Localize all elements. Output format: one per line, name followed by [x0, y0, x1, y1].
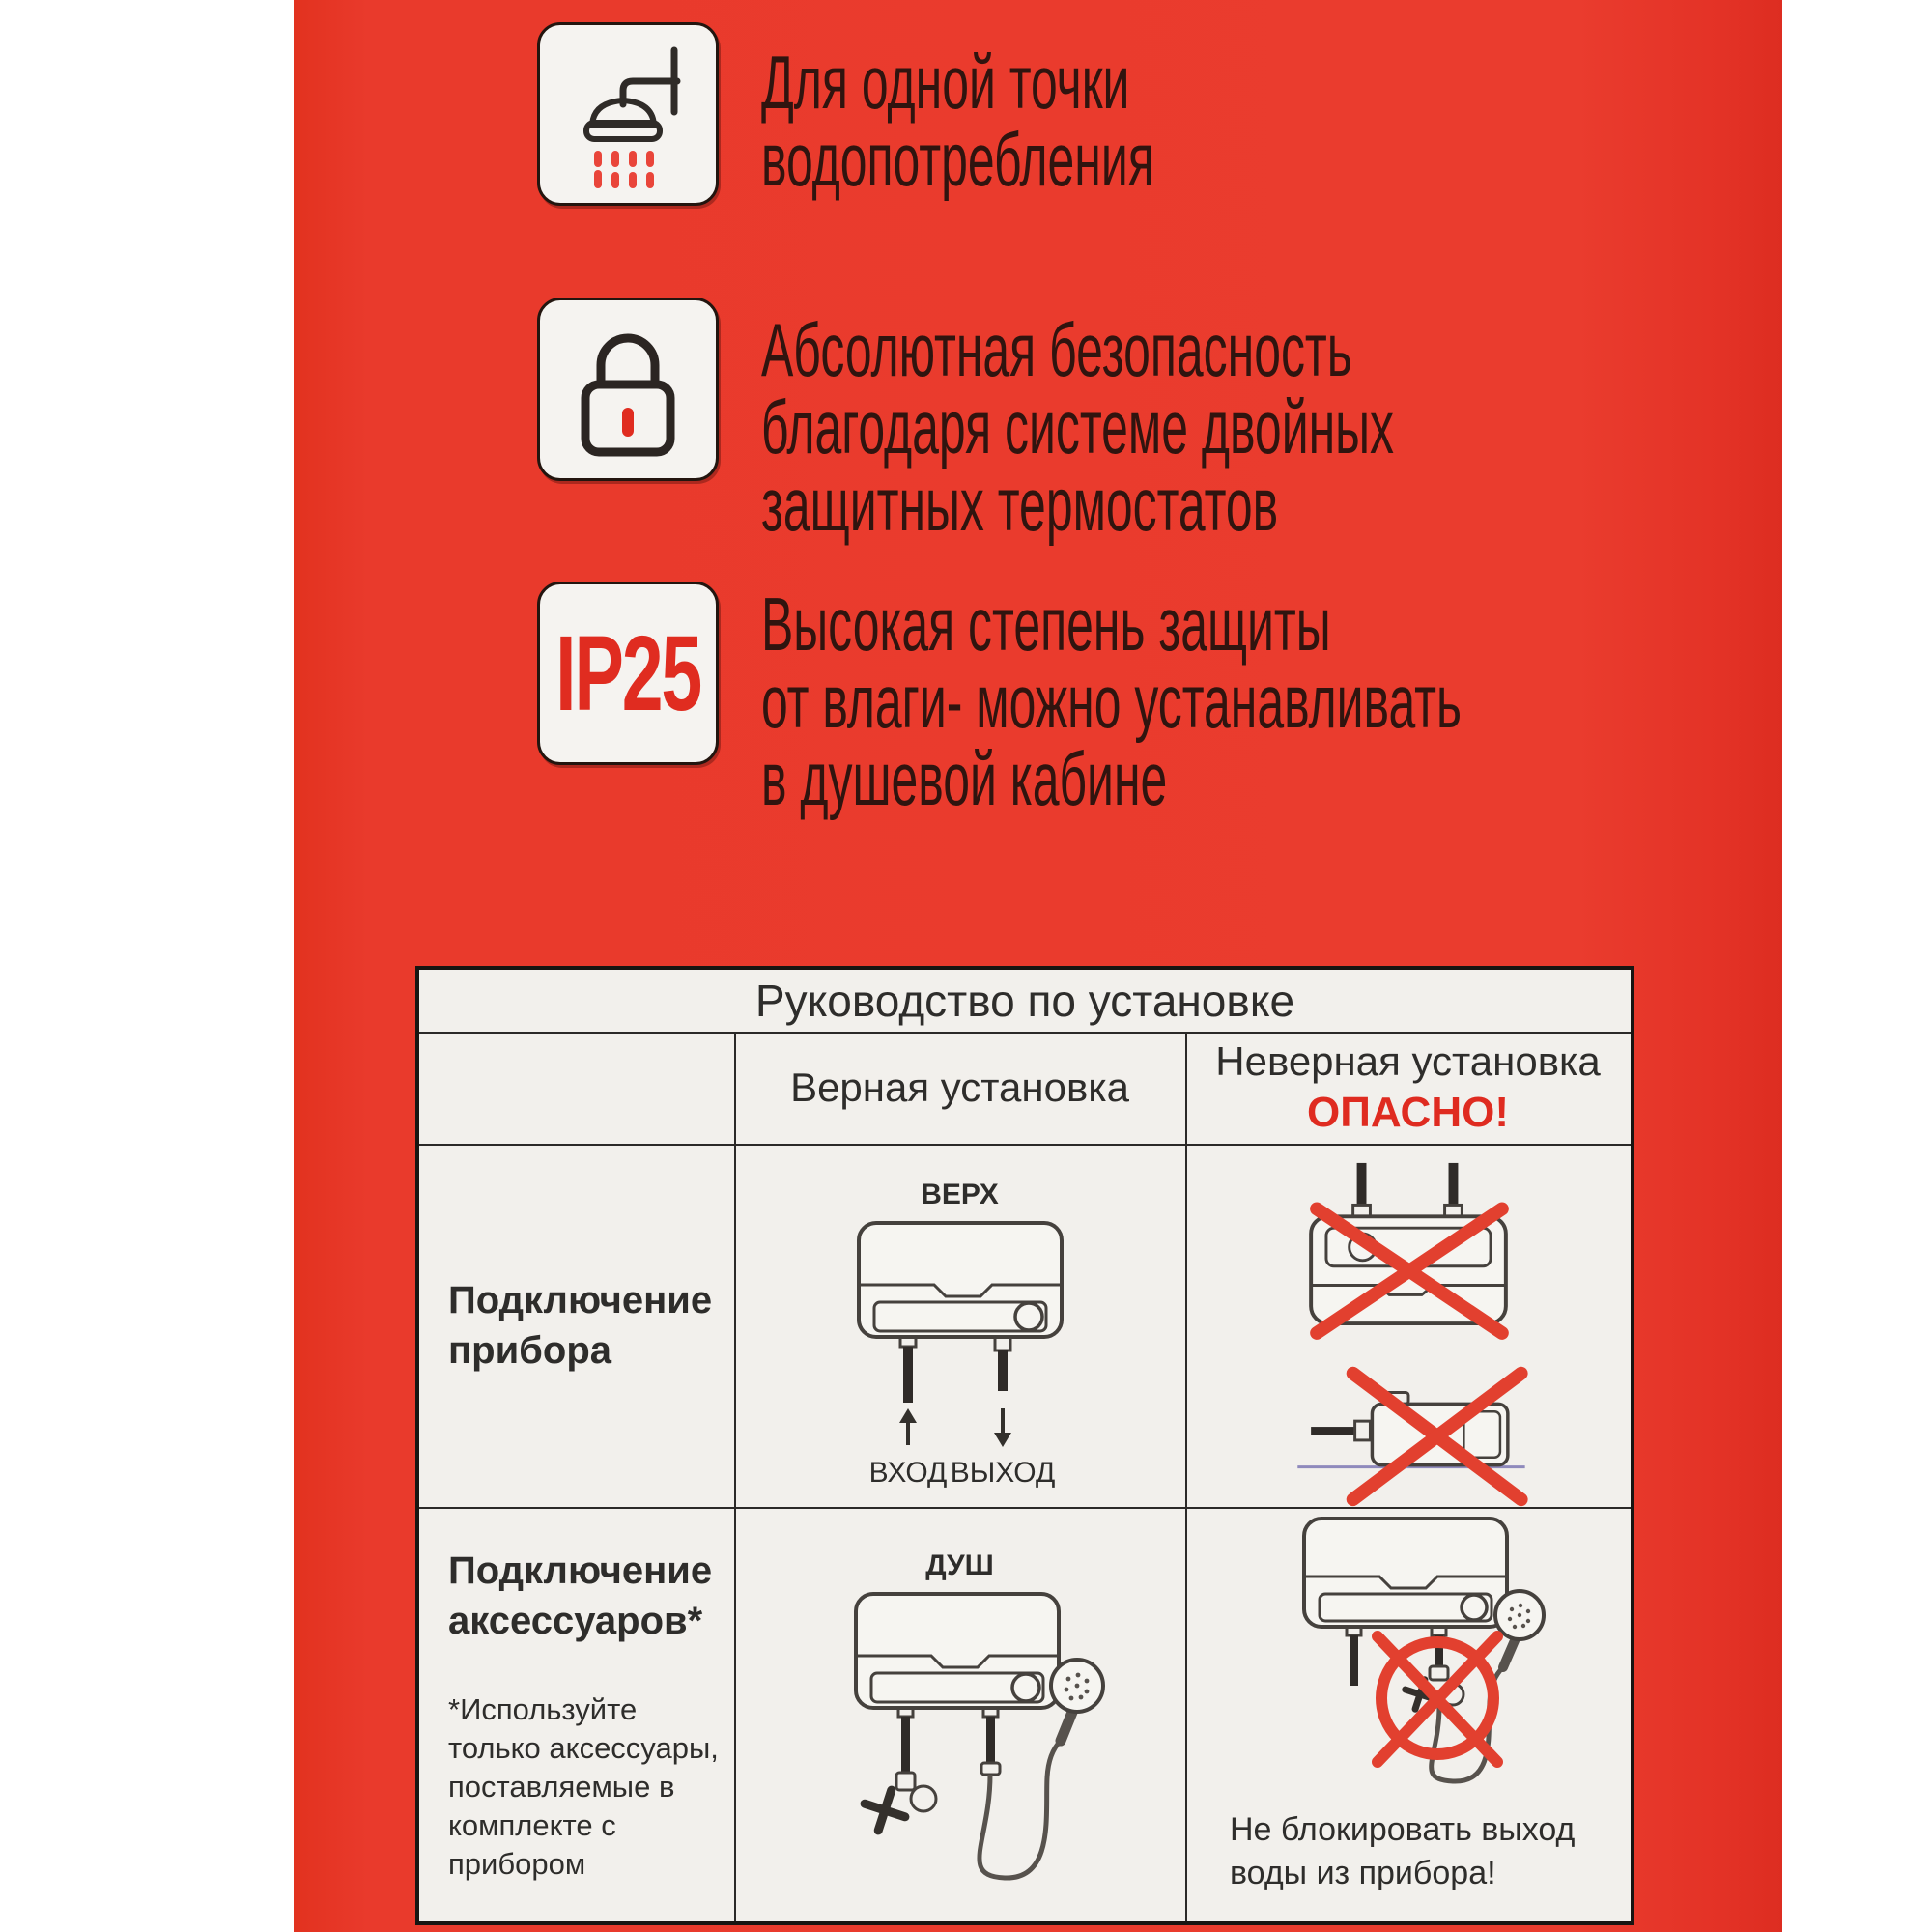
feature-ip25-text	[761, 582, 1856, 821]
feature-line: в душевой кабине	[761, 736, 1168, 821]
tap-valve	[858, 1783, 911, 1836]
feature-safety-text	[761, 298, 1749, 547]
feature-line: от влаги- можно устанавливать	[761, 659, 1463, 744]
shower-icon-box	[537, 22, 719, 206]
padlock-icon	[560, 317, 696, 462]
shower-head-icon	[555, 37, 700, 191]
keyhole	[622, 408, 634, 437]
ip25-icon-box	[537, 582, 719, 765]
accessories-incorrect-cell	[1185, 1507, 1631, 1921]
row-label-device-connection: Подключение прибора	[448, 1279, 713, 1372]
feature-line: защитных термостатов	[761, 462, 1279, 547]
column-header-incorrect	[1185, 1032, 1631, 1144]
installation-guide-table	[415, 966, 1634, 1925]
heater-with-shower-diagram	[815, 1588, 1105, 1907]
feature-ip25	[537, 582, 1856, 821]
blocked-outlet-warning: Не блокировать выход воды из прибора!	[1230, 1811, 1576, 1891]
row-label-accessories: Подключение аксессуаров* *Используйте только аксессуары, поставляемые в комплекте с прибором	[419, 1507, 734, 1921]
feature-single-point	[537, 22, 1376, 206]
feature-line: Для одной точки	[761, 40, 1130, 125]
outlet-label: ВЫХОД	[950, 1457, 1055, 1489]
inlet-label: ВХОД	[868, 1457, 947, 1489]
feature-single-point-text	[761, 22, 1376, 202]
accessories-correct-cell	[734, 1507, 1185, 1921]
danger-label: ОПАСНО!	[1307, 1089, 1509, 1136]
guide-title: Руководство по установке	[754, 976, 1295, 1026]
heater-upside-down-crossed	[1283, 1157, 1534, 1341]
device-correct-cell	[734, 1144, 1185, 1507]
lock-icon-box	[537, 298, 719, 481]
heater-upright-diagram	[825, 1217, 1095, 1490]
feature-line: Высокая степень защиты	[761, 582, 1331, 667]
feature-line: благодаря системе двойных	[761, 384, 1394, 469]
device-incorrect-cell	[1185, 1144, 1631, 1507]
accessories-note: *Используйте только аксессуары, поставляемые в комплекте с прибором	[448, 1692, 719, 1881]
column-header-correct: Верная установка	[790, 1065, 1129, 1110]
incorrect-header-text: Неверная установка	[1215, 1038, 1601, 1084]
shower-mode-label: ДУШ	[925, 1549, 994, 1581]
water-drops	[594, 151, 654, 191]
blocked-outlet-crossed-diagram	[1264, 1515, 1553, 1804]
top-side-label: ВЕРХ	[921, 1179, 999, 1210]
feature-line: Абсолютная безопасность	[761, 307, 1352, 392]
feature-safety	[537, 298, 1749, 547]
feature-line: водопотребления	[761, 117, 1154, 202]
heater-horizontal-crossed	[1283, 1347, 1534, 1507]
ip25-badge: IP25	[555, 613, 701, 733]
